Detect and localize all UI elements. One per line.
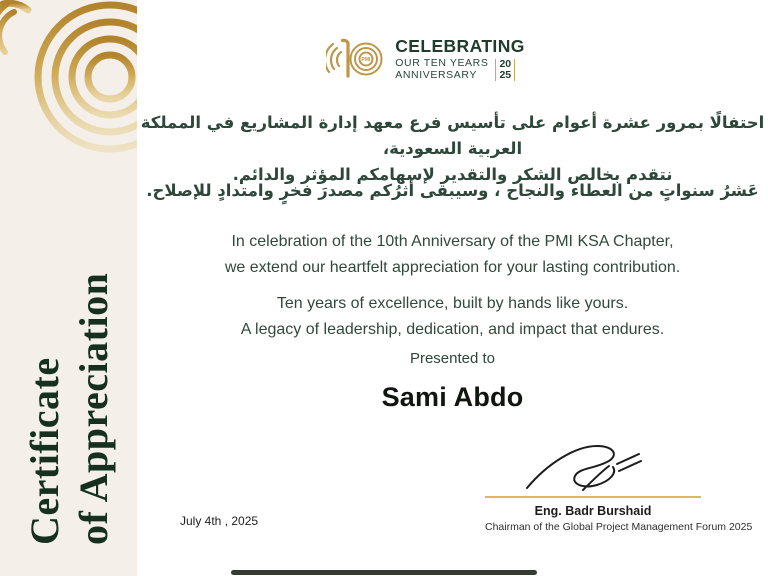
home-indicator xyxy=(231,570,537,575)
logo-text-block xyxy=(395,37,525,81)
english-paragraph-2 xyxy=(137,291,768,343)
gold-ten-anniversary-decoration xyxy=(0,0,137,215)
arabic-paragraph-1 xyxy=(137,110,768,188)
sidebar-panel xyxy=(0,0,137,576)
logo-year-bottom: 25 xyxy=(499,68,512,81)
english-p1-line2: we extend our heartfelt appreciation for your lasting contribution. xyxy=(224,259,681,276)
logo-subtitle-line2: ANNIVERSARY xyxy=(395,68,477,81)
logo-year-2025 xyxy=(495,59,515,81)
signature-gold-rule xyxy=(485,496,701,498)
signature-block xyxy=(485,442,753,533)
main-content xyxy=(137,0,768,576)
presented-to-label: Presented to xyxy=(409,350,496,367)
english-p1-line1: In celebration of the 10th Anniversary of the PMI KSA Chapter, xyxy=(231,233,674,250)
anniversary-logo xyxy=(110,34,741,84)
certificate-date: July 4th , 2025 xyxy=(180,514,259,528)
arabic-p1-line1: احتفالًا بمرور عشرة أعوام على تأسيس فرع معهد إدارة المشاريع في المملكة العربية السعودية، xyxy=(140,113,765,158)
english-paragraph-1 xyxy=(137,229,768,281)
signatory-name: Eng. Badr Burshaid xyxy=(534,504,652,518)
pmi-monogram: PMI xyxy=(361,57,371,63)
logo-celebrating-label: CELEBRATING xyxy=(395,36,525,56)
certificate-title xyxy=(20,235,120,545)
logo-subtitle-line1: OUR TEN YEARS xyxy=(395,57,489,69)
arabic-paragraph-2: عَشرُ سنواتٍ من العطاء والنجاح ، وسيبقى أثرُكم مصدرَ فخرٍ وامتدادٍ للإصلاح. xyxy=(146,181,759,200)
signatory-title: Chairman of the Global Project Management Forum 2025 xyxy=(485,521,753,533)
signature-image xyxy=(513,442,673,494)
english-p2-line1: Ten years of excellence, built by hands like yours. xyxy=(276,295,629,312)
logo-year-top: 20 xyxy=(499,57,512,70)
arabic-p1-line2: نتقدم بخالص الشكر والتقدير لإسهامكم المؤثر والدائم. xyxy=(232,165,673,184)
english-p2-line2: A legacy of leadership, dedication, and impact that endures. xyxy=(240,321,665,338)
pmi-ten-logo-icon xyxy=(326,34,386,84)
recipient-name: Sami Abdo xyxy=(381,382,524,412)
logo-subtitle xyxy=(395,58,488,81)
certificate-title-line1: Certificate xyxy=(22,357,67,545)
certificate-title-line2: of Appreciation xyxy=(71,272,116,545)
